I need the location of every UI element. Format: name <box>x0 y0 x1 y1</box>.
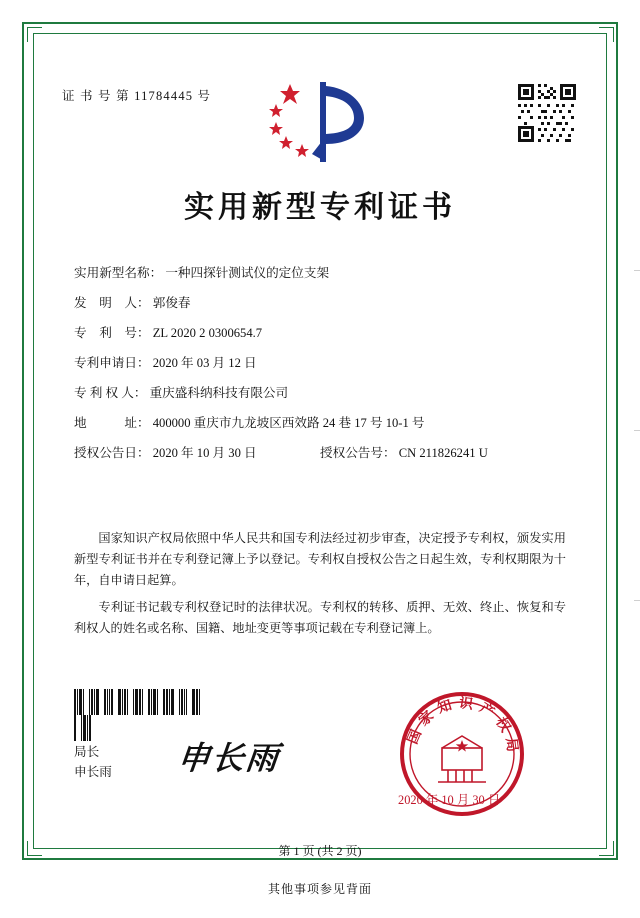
legal-paragraph-1: 国家知识产权局依照中华人民共和国专利法经过初步审查，决定授予专利权，颁发实用新型专利证书并在专利登记簿上予以登记。专利权自授权公告之日起生效，专利权期限为十年，自申请日起算。 <box>74 531 566 587</box>
page-edge-mark <box>634 430 640 431</box>
corner-ornament-top-left <box>27 27 42 42</box>
field-label-grant-number: 授权公告号： <box>320 446 396 460</box>
field-value: 400000 重庆市九龙坡区西效路 24 巷 17 号 10-1 号 <box>152 416 425 430</box>
page-edge-mark <box>634 270 640 271</box>
field-row-patentee <box>74 382 574 412</box>
field-label: 专 利 号： <box>74 326 150 340</box>
page-number: 第 1 页 (共 2 页) <box>278 844 362 858</box>
signature-labels <box>74 742 112 782</box>
field-value: 2020 年 03 月 12 日 <box>152 356 257 370</box>
field-value: 重庆盛科纳科技有限公司 <box>149 386 289 400</box>
page-edge-mark <box>634 600 640 601</box>
field-label: 地 址： <box>74 416 150 430</box>
field-label-grant-date: 授权公告日： <box>74 446 150 460</box>
field-value: 郭俊春 <box>152 296 191 310</box>
certificate-number: 证 书 号 第 11784445 号 <box>62 89 212 103</box>
field-row-address <box>74 412 574 442</box>
field-label: 专 利 权 人： <box>74 386 147 400</box>
field-value: ZL 2020 2 0300654.7 <box>152 326 263 340</box>
field-value-grant-number: CN 211826241 U <box>398 446 488 460</box>
signature-name-label: 申长雨 <box>74 765 112 779</box>
footer-note: 其他事项参见背面 <box>267 882 372 896</box>
field-value: 一种四探针测试仪的定位支架 <box>165 266 330 280</box>
field-row-utility-model-name <box>74 262 574 292</box>
page-title: 实用新型专利证书 <box>184 191 456 224</box>
legal-text-block <box>74 528 566 645</box>
barcode <box>74 689 202 715</box>
field-list <box>74 262 574 472</box>
field-label: 实用新型名称： <box>74 266 163 280</box>
svg-text:国家知识产权局: 国家知识产权局 <box>405 696 520 759</box>
china-patent-emblem-icon <box>268 78 372 166</box>
field-label: 发 明 人： <box>74 296 150 310</box>
field-value-grant-date: 2020 年 10 月 30 日 <box>152 446 257 460</box>
legal-paragraph-2: 专利证书记载专利权登记时的法律状况。专利权的转移、质押、无效、终止、恢复和专利权人的姓名或名称、国籍、地址变更等事项记载在专利登记簿上。 <box>74 600 566 635</box>
seal-date: 2020 年 10 月 30 日 <box>398 793 501 807</box>
qr-code-icon <box>516 82 578 144</box>
handwritten-signature: 申长雨 <box>175 740 282 776</box>
field-row-patent-number <box>74 322 574 352</box>
field-row-application-date <box>74 352 574 382</box>
corner-ornament-top-right <box>599 27 614 42</box>
field-label: 专利申请日： <box>74 356 150 370</box>
field-row-inventor <box>74 292 574 322</box>
signature-title-label: 局长 <box>74 745 100 759</box>
grant-number-group <box>320 442 488 461</box>
field-row-grant-publication <box>74 442 574 472</box>
